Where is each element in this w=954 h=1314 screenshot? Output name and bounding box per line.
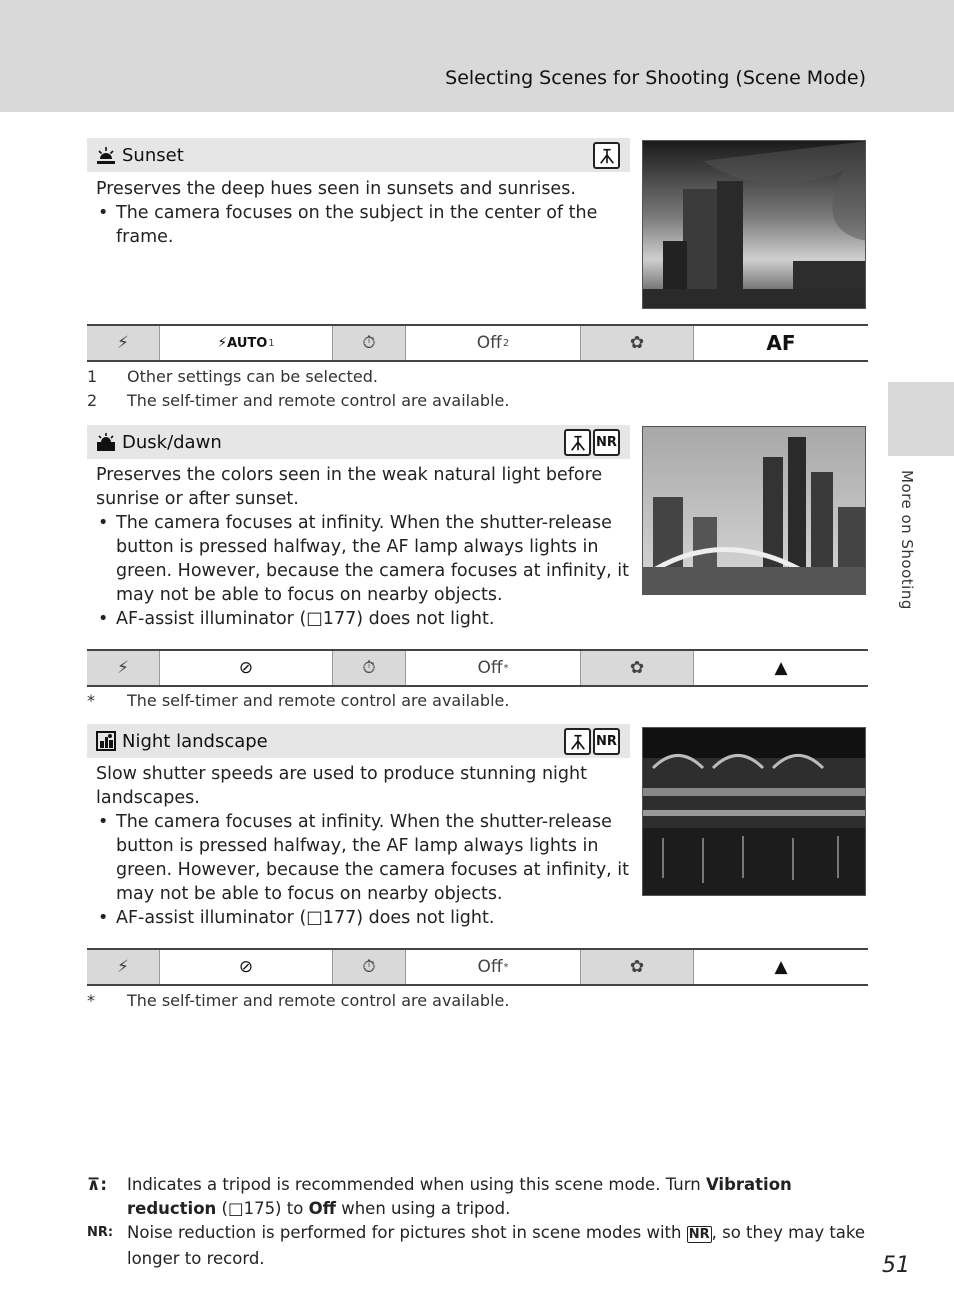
- self-timer-icon: ⏱: [333, 326, 406, 360]
- note: [87, 991, 509, 1010]
- dusk-icon: [96, 432, 116, 452]
- timer-value: Off: [477, 957, 503, 977]
- self-timer-icon: ⏱: [333, 651, 406, 685]
- page-title: Selecting Scenes for Shooting (Scene Mode): [445, 67, 866, 89]
- settings-table: [87, 948, 868, 986]
- flash-auto-icon: ⚡: [217, 335, 228, 351]
- bullet-item: • The camera focuses on the subject in the center of the frame.: [96, 201, 631, 249]
- footnote-noise-reduction: [87, 1221, 877, 1271]
- flash-icon: ⚡: [87, 950, 160, 984]
- sunset-photo: [642, 140, 866, 309]
- bullet-item: • AF-assist illuminator (□177) does not light.: [96, 906, 631, 930]
- bullet-item: • The camera focuses at infinity. When the shutter-release button is pressed halfway, the AF lamp always lights in green. However, because the camera focuses at infinity, it may not be able to focus on nearby objects.: [96, 511, 631, 607]
- footnote-text: (□175) to: [216, 1199, 309, 1218]
- footnote-bold: Vibration reduction: [127, 1175, 792, 1218]
- macro-icon: ✿: [581, 950, 694, 984]
- noise-reduction-icon: NR: [688, 1227, 710, 1242]
- flash-icon: ⚡: [87, 326, 160, 360]
- footnote-tripod: [87, 1173, 877, 1221]
- section-header-dusk-dawn: [87, 425, 630, 459]
- dusk-photo: [642, 426, 866, 595]
- settings-table: [87, 649, 868, 687]
- footnote-text: , so they may take longer to record.: [127, 1223, 866, 1268]
- section-description: Preserves the deep hues seen in sunsets and sunrises.: [96, 179, 576, 199]
- night-landscape-icon: [96, 731, 116, 751]
- note-number: 1: [87, 367, 98, 386]
- macro-icon: ✿: [581, 326, 694, 360]
- settings-table: [87, 324, 868, 362]
- page-number: 51: [882, 1253, 910, 1278]
- tripod-icon: [593, 142, 620, 169]
- section-description: Preserves the colors seen in the weak natural light before sunrise or after sunset.: [96, 465, 603, 509]
- flash-off-icon: ⊘: [160, 950, 333, 984]
- section-title: Dusk/dawn: [122, 431, 222, 453]
- note: [87, 367, 378, 386]
- footnote-text: Noise reduction is performed for pictures shot in scene modes with: [127, 1223, 687, 1242]
- section-title: Night landscape: [122, 730, 268, 752]
- note-text: Other settings can be selected.: [127, 367, 378, 386]
- note-text: The self-timer and remote control are available.: [127, 991, 510, 1010]
- footnote-ref: *: [503, 662, 509, 674]
- noise-reduction-icon: NR: [593, 429, 620, 456]
- note-number: *: [87, 691, 95, 710]
- footnote-ref: 1: [268, 337, 275, 349]
- bullet-item: • The camera focuses at infinity. When the shutter-release button is pressed halfway, the AF lamp always lights in green. However, because the camera focuses at infinity, it may not be able to focus on nearby objects.: [96, 810, 631, 906]
- flash-value: AUTO: [227, 335, 268, 351]
- tripod-icon: [564, 728, 591, 755]
- section-body: [96, 463, 631, 631]
- tripod-icon: ⊼:: [87, 1175, 107, 1194]
- side-tab: [888, 382, 954, 456]
- infinity-focus-icon: ▲: [774, 957, 788, 977]
- section-title: Sunset: [122, 144, 184, 166]
- section-body: [96, 177, 631, 249]
- footnote-ref: 2: [502, 337, 510, 349]
- page-header: [0, 0, 954, 112]
- note-number: 2: [87, 391, 98, 410]
- noise-reduction-icon: NR: [593, 728, 620, 755]
- sunset-icon: [96, 145, 116, 165]
- section-header-night-landscape: [87, 724, 630, 758]
- timer-value: Off: [477, 658, 503, 678]
- note-text: The self-timer and remote control are available.: [127, 391, 510, 410]
- flash-off-icon: ⊘: [160, 651, 333, 685]
- footnote-ref: *: [503, 961, 509, 973]
- night-landscape-photo: [642, 727, 866, 896]
- note: [87, 391, 509, 410]
- flash-icon: ⚡: [87, 651, 160, 685]
- side-label: More on Shooting: [898, 470, 916, 610]
- self-timer-icon: ⏱: [333, 950, 406, 984]
- focus-value: AF: [766, 331, 796, 355]
- note-number: *: [87, 991, 95, 1010]
- timer-value: Off: [476, 333, 502, 353]
- footnote-text: when using a tripod.: [335, 1199, 511, 1218]
- footnote-text: Indicates a tripod is recommended when using this scene mode. Turn: [127, 1175, 706, 1194]
- noise-reduction-icon: NR:: [87, 1225, 114, 1240]
- section-body: [96, 762, 631, 930]
- note: [87, 691, 509, 710]
- section-description: Slow shutter speeds are used to produce stunning night landscapes.: [96, 764, 587, 808]
- tripod-icon: [564, 429, 591, 456]
- infinity-focus-icon: ▲: [774, 658, 788, 678]
- footnote-bold: Off: [308, 1199, 336, 1218]
- bullet-item: • AF-assist illuminator (□177) does not light.: [96, 607, 631, 631]
- macro-icon: ✿: [581, 651, 694, 685]
- section-header-sunset: [87, 138, 630, 172]
- note-text: The self-timer and remote control are available.: [127, 691, 510, 710]
